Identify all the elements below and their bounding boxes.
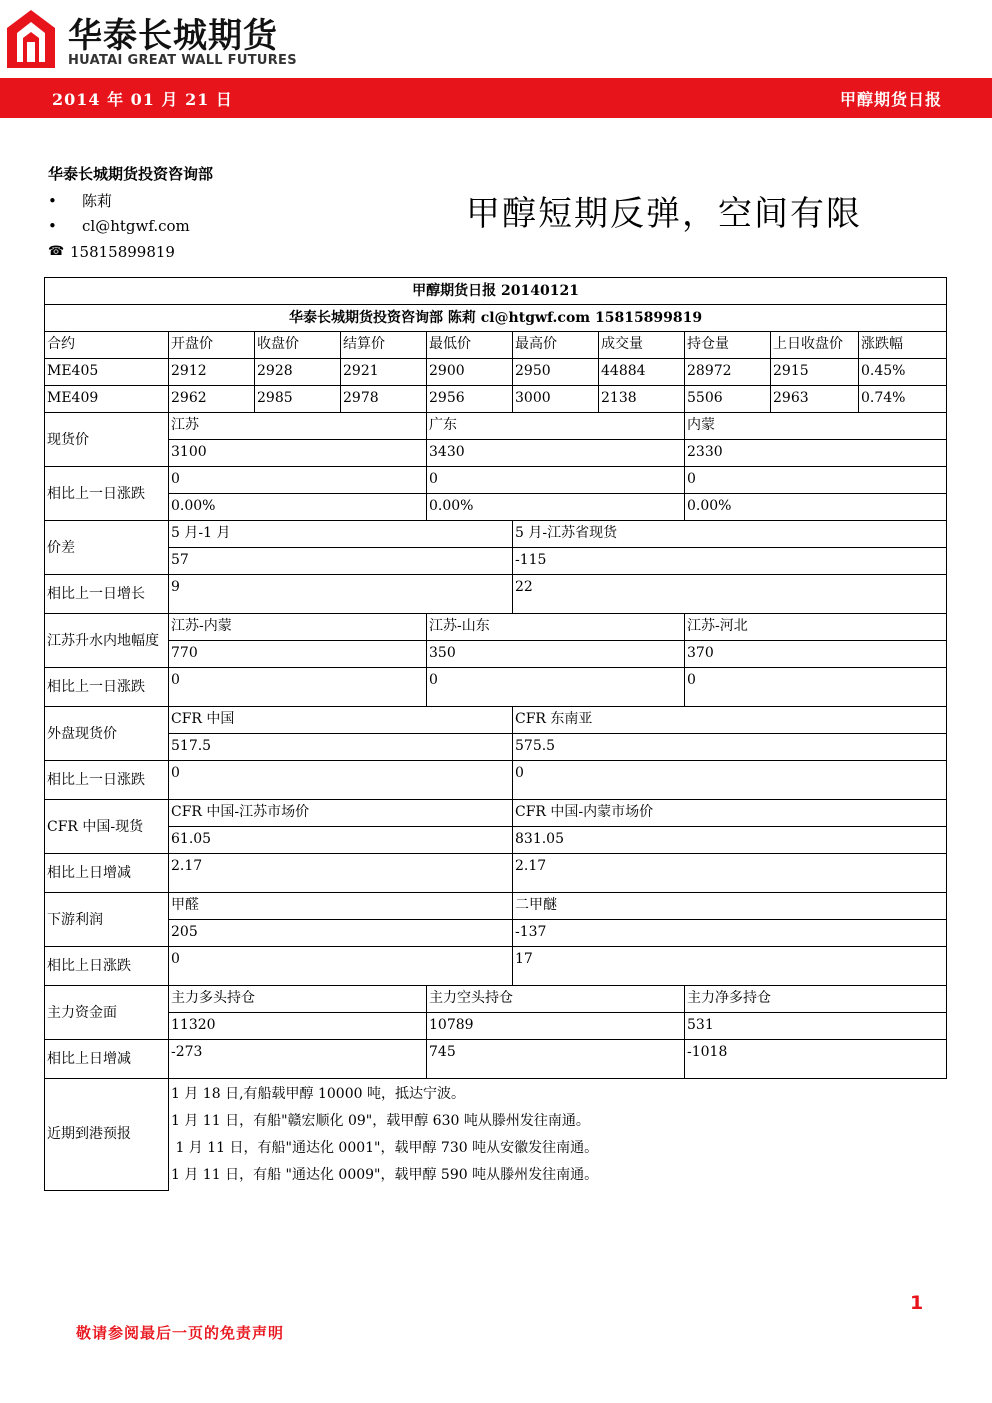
cell: 江苏-内蒙 bbox=[169, 614, 427, 641]
cell: 0.74% bbox=[859, 386, 947, 413]
col-header: 合约 bbox=[45, 332, 169, 359]
brand-name-en: HUATAI GREAT WALL FUTURES bbox=[68, 53, 297, 68]
table-row bbox=[45, 440, 947, 467]
cell: 2956 bbox=[427, 386, 513, 413]
table-subtitle: 华泰长城期货投资咨询部 陈莉 cl@htgwf.com 15815899819 bbox=[45, 305, 947, 332]
table-row bbox=[45, 986, 947, 1013]
table-row bbox=[45, 1079, 947, 1191]
table-row bbox=[45, 641, 947, 668]
page-number: 1 bbox=[910, 1292, 924, 1314]
row-label: 价差 bbox=[45, 521, 169, 575]
cell: 江苏 bbox=[169, 413, 427, 440]
table-row bbox=[45, 359, 947, 386]
row-label: 近期到港预报 bbox=[45, 1079, 169, 1191]
table-row bbox=[45, 800, 947, 827]
table-row bbox=[45, 494, 947, 521]
col-header: 收盘价 bbox=[255, 332, 341, 359]
col-header: 涨跌幅 bbox=[859, 332, 947, 359]
cell: 745 bbox=[427, 1040, 685, 1079]
cell: 517.5 bbox=[169, 734, 513, 761]
cell: 5506 bbox=[685, 386, 771, 413]
cell: 主力空头持仓 bbox=[427, 986, 685, 1013]
cell: 44884 bbox=[599, 359, 685, 386]
huatai-logo-icon bbox=[5, 8, 57, 70]
cell: 0.45% bbox=[859, 359, 947, 386]
table-row bbox=[45, 827, 947, 854]
row-label: 相比上一日涨跌 bbox=[45, 668, 169, 707]
cell: 0 bbox=[169, 668, 427, 707]
cell: 2928 bbox=[255, 359, 341, 386]
col-header: 开盘价 bbox=[169, 332, 255, 359]
row-label: 相比上日涨跌 bbox=[45, 947, 169, 986]
row-label: 现货价 bbox=[45, 413, 169, 467]
col-header: 最低价 bbox=[427, 332, 513, 359]
cell: 0 bbox=[169, 467, 427, 494]
cell: 0 bbox=[427, 668, 685, 707]
table-row bbox=[45, 734, 947, 761]
cell: 3000 bbox=[513, 386, 599, 413]
row-label: 主力资金面 bbox=[45, 986, 169, 1040]
cell: 3430 bbox=[427, 440, 685, 467]
cell: 3100 bbox=[169, 440, 427, 467]
list-item: 1 月 11 日，有船"赣宏顺化 09"，载甲醇 630 吨从滕州发往南通。 bbox=[171, 1113, 590, 1129]
disclaimer-link[interactable]: 敬请参阅最后一页的免责声明 bbox=[76, 1324, 285, 1342]
cell: 江苏-山东 bbox=[427, 614, 685, 641]
cell: 0.00% bbox=[427, 494, 685, 521]
cell: -115 bbox=[513, 548, 947, 575]
cell: 广东 bbox=[427, 413, 685, 440]
col-header: 最高价 bbox=[513, 332, 599, 359]
author-dept: 华泰长城期货投资咨询部 bbox=[48, 165, 214, 183]
cell: 10789 bbox=[427, 1013, 685, 1040]
cell: 2985 bbox=[255, 386, 341, 413]
cell: 2950 bbox=[513, 359, 599, 386]
cell: 0.00% bbox=[169, 494, 427, 521]
row-label: 相比上日增减 bbox=[45, 854, 169, 893]
author-name: 陈莉 bbox=[82, 192, 113, 210]
table-row bbox=[45, 614, 947, 641]
cell: -1018 bbox=[685, 1040, 947, 1079]
cell: 11320 bbox=[169, 1013, 427, 1040]
cell: 2921 bbox=[341, 359, 427, 386]
row-label: 相比上日增减 bbox=[45, 1040, 169, 1079]
list-item: 1 月 11 日，有船 "通达化 0009"，载甲醇 590 吨从滕州发往南通。 bbox=[171, 1167, 599, 1183]
table-row bbox=[45, 413, 947, 440]
table-row bbox=[45, 467, 947, 494]
report-date: 2014 年 01 月 21 日 bbox=[52, 90, 233, 109]
cell: CFR 中国-内蒙市场价 bbox=[513, 800, 947, 827]
row-label: 相比上一日涨跌 bbox=[45, 761, 169, 800]
cell: CFR 中国 bbox=[169, 707, 513, 734]
cell: 2963 bbox=[771, 386, 859, 413]
cell: 57 bbox=[169, 548, 513, 575]
cell: 0.00% bbox=[685, 494, 947, 521]
table-row bbox=[45, 920, 947, 947]
cell: 2978 bbox=[341, 386, 427, 413]
table-header-row bbox=[45, 332, 947, 359]
cell: 2.17 bbox=[169, 854, 513, 893]
table-row bbox=[45, 707, 947, 734]
cell: ME409 bbox=[45, 386, 169, 413]
table-row bbox=[45, 548, 947, 575]
row-label: 外盘现货价 bbox=[45, 707, 169, 761]
cell: 61.05 bbox=[169, 827, 513, 854]
cell: 二甲醚 bbox=[513, 893, 947, 920]
cell: 甲醛 bbox=[169, 893, 513, 920]
cell: 2.17 bbox=[513, 854, 947, 893]
table-row bbox=[45, 575, 947, 614]
cell: 2912 bbox=[169, 359, 255, 386]
row-label: 相比上一日增长 bbox=[45, 575, 169, 614]
author-email[interactable]: cl@htgwf.com bbox=[82, 217, 190, 235]
cell: 831.05 bbox=[513, 827, 947, 854]
cell: 2330 bbox=[685, 440, 947, 467]
cell: 17 bbox=[513, 947, 947, 986]
arrivals-cell bbox=[169, 1079, 947, 1191]
table-row bbox=[45, 521, 947, 548]
table-row bbox=[45, 1040, 947, 1079]
cell: 205 bbox=[169, 920, 513, 947]
table-row bbox=[45, 854, 947, 893]
cell: 0 bbox=[427, 467, 685, 494]
cell: 9 bbox=[169, 575, 513, 614]
header-bar bbox=[0, 78, 992, 118]
col-header: 上日收盘价 bbox=[771, 332, 859, 359]
cell: 28972 bbox=[685, 359, 771, 386]
table-row bbox=[45, 761, 947, 800]
cell: -273 bbox=[169, 1040, 427, 1079]
row-label: CFR 中国-现货 bbox=[45, 800, 169, 854]
cell: 2915 bbox=[771, 359, 859, 386]
cell: 主力净多持仓 bbox=[685, 986, 947, 1013]
bullet-icon: • bbox=[48, 192, 57, 210]
cell: 0 bbox=[513, 761, 947, 800]
col-header: 持仓量 bbox=[685, 332, 771, 359]
cell: 350 bbox=[427, 641, 685, 668]
table-title: 甲醇期货日报 20140121 bbox=[45, 278, 947, 305]
cell: 0 bbox=[169, 947, 513, 986]
bullet-icon: • bbox=[48, 217, 57, 235]
cell: CFR 中国-江苏市场价 bbox=[169, 800, 513, 827]
table-row bbox=[45, 947, 947, 986]
cell: ME405 bbox=[45, 359, 169, 386]
author-phone: 15815899819 bbox=[70, 243, 175, 261]
row-label: 下游利润 bbox=[45, 893, 169, 947]
cell: 770 bbox=[169, 641, 427, 668]
cell: 575.5 bbox=[513, 734, 947, 761]
cell: 内蒙 bbox=[685, 413, 947, 440]
author-email-line bbox=[48, 217, 190, 235]
cell: 531 bbox=[685, 1013, 947, 1040]
row-label: 江苏升水内地幅度 bbox=[45, 614, 169, 668]
author-name-line bbox=[48, 190, 112, 211]
cell: 0 bbox=[685, 668, 947, 707]
brand-name-cn: 华泰长城期货 bbox=[68, 16, 278, 56]
main-title: 甲醇短期反弹，空间有限 bbox=[466, 194, 862, 234]
cell: 370 bbox=[685, 641, 947, 668]
table-row bbox=[45, 386, 947, 413]
telephone-icon: ☎ bbox=[48, 244, 65, 259]
cell: 2962 bbox=[169, 386, 255, 413]
report-name: 甲醇期货日报 bbox=[839, 90, 942, 109]
cell: 2138 bbox=[599, 386, 685, 413]
cell: 0 bbox=[685, 467, 947, 494]
list-item: 1 月 18 日,有船载甲醇 10000 吨，抵达宁波。 bbox=[171, 1086, 465, 1102]
cell: 5 月-江苏省现货 bbox=[513, 521, 947, 548]
row-label: 相比上一日涨跌 bbox=[45, 467, 169, 521]
table-row bbox=[45, 893, 947, 920]
cell: 5 月-1 月 bbox=[169, 521, 513, 548]
report-table bbox=[44, 277, 946, 1191]
table-row bbox=[45, 668, 947, 707]
cell: -137 bbox=[513, 920, 947, 947]
cell: 22 bbox=[513, 575, 947, 614]
cell: 江苏-河北 bbox=[685, 614, 947, 641]
cell: 0 bbox=[169, 761, 513, 800]
list-item: 1 月 11 日，有船"通达化 0001"，载甲醇 730 吨从安徽发往南通。 bbox=[171, 1140, 599, 1156]
cell: 2900 bbox=[427, 359, 513, 386]
col-header: 结算价 bbox=[341, 332, 427, 359]
table-row bbox=[45, 1013, 947, 1040]
cell: CFR 东南亚 bbox=[513, 707, 947, 734]
col-header: 成交量 bbox=[599, 332, 685, 359]
cell: 主力多头持仓 bbox=[169, 986, 427, 1013]
